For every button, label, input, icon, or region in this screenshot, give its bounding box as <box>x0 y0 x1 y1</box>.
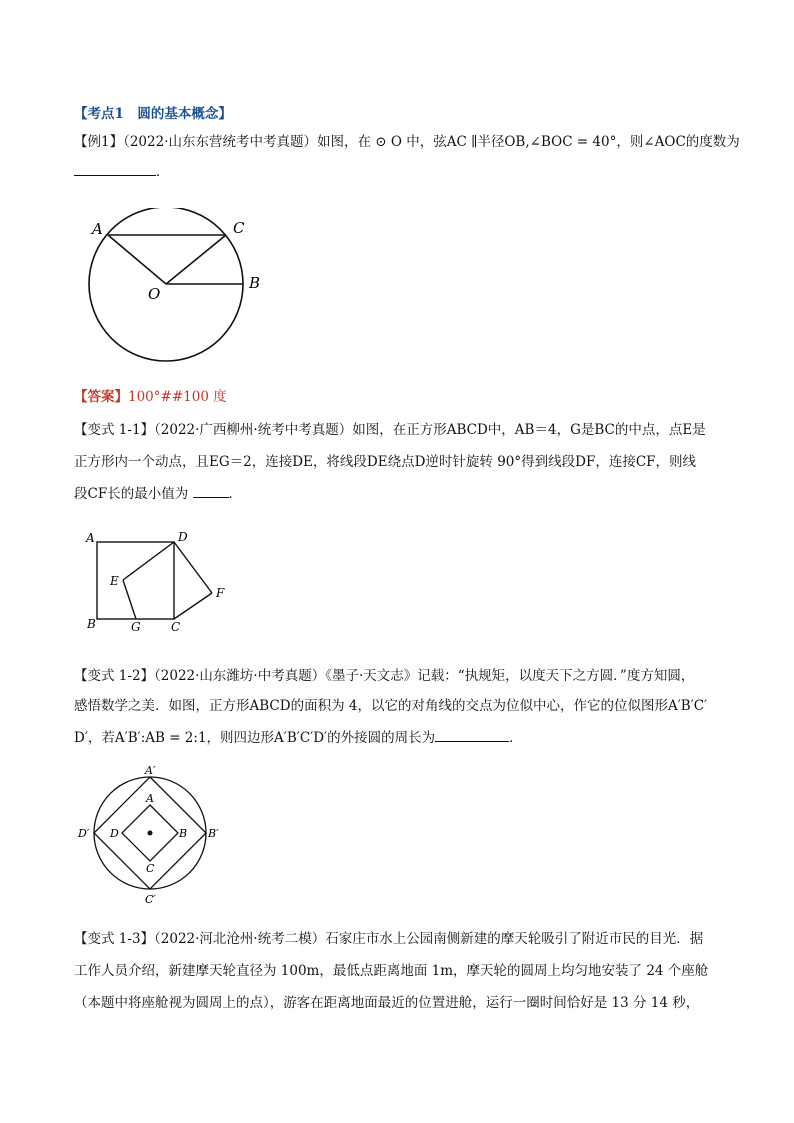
label-b: B <box>249 274 261 292</box>
variant1-tag: 【变式 1-1】 <box>74 422 155 438</box>
label-a: A <box>92 220 103 238</box>
variant1-blank <box>193 485 229 498</box>
segment-de <box>123 542 174 580</box>
label-c: C <box>146 862 155 875</box>
variant1-text3: 段CF长的最小值为 <box>74 486 189 502</box>
variant3-source: （2022·河北沧州·统考二模） <box>154 931 326 947</box>
variant2-source: （2022·山东潍坊·中考真题） <box>154 668 326 684</box>
example1-text: 如图，在 ⊙ O 中，弦AC ∥半径OB,∠BOC = 40°，则∠AOC的度数为 <box>317 134 740 150</box>
label-a: A <box>146 792 154 805</box>
example1-source: （2022·山东东营统考中考真题） <box>123 134 317 150</box>
variant2-text1: 《墨子·天文志》记载：“执规矩，以度天下之方圆．”度方知圆， <box>325 668 695 684</box>
variant2-line3 <box>74 729 523 747</box>
label-c: C <box>233 219 245 237</box>
label-c-prime: C′ <box>145 893 156 906</box>
variant1-source: （2022·广西柳州·统考中考真题） <box>154 422 353 438</box>
label-e: E <box>110 574 119 588</box>
example1-end: ． <box>156 164 170 180</box>
square-abcd <box>97 542 174 619</box>
answer-value: 100°##100 度 <box>128 389 227 405</box>
variant3-line3: （本题中将座舱视为圆周上的点），游客在距离地面最近的位置进舱，运行一圈时间恰好是 13 分 14 秒， <box>74 995 700 1011</box>
label-a-prime: A′ <box>145 764 156 777</box>
variant2-line2: 感悟数学之美．如图，正方形ABCD的面积为 4，以它的对角线的交点为位似中心，作它的位似图形A′B′C′ <box>74 698 708 714</box>
label-o: O <box>148 285 161 303</box>
variant2-tag: 【变式 1-2】 <box>74 668 155 684</box>
variant3-tag: 【变式 1-3】 <box>74 931 155 947</box>
label-d: D <box>110 827 119 840</box>
label-d-prime: D′ <box>78 827 90 840</box>
segment-fc <box>174 593 212 619</box>
variant1-square-figure <box>82 527 242 637</box>
label-g: G <box>131 620 141 634</box>
variant1-end: ． <box>228 486 242 502</box>
label-b: B <box>179 827 188 840</box>
example1-tag: 【例1】 <box>74 134 124 150</box>
answer-blank <box>74 163 156 176</box>
answer-tag: 【答案】 <box>74 389 128 405</box>
variant1-line2: 正方形内一个动点，且EG＝2，连接DE，将线段DE绕点D逆时针旋转 90°得到线段DF，连接CF，则线 <box>74 454 697 470</box>
variant3-line1 <box>74 930 703 948</box>
label-d: D <box>178 530 188 544</box>
section-title: 【考点1 圆的基本概念】 <box>74 106 232 122</box>
variant2-end: ． <box>509 730 523 746</box>
variant3-line2: 工作人员介绍，新建摩天轮直径为 100m，最低点距离地面 1m，摩天轮的圆周上均匀地安装了 24 个座舱 <box>74 963 709 979</box>
example1-answer-line <box>74 163 170 181</box>
variant2-blank <box>435 729 509 742</box>
example1-circle-figure <box>80 208 280 378</box>
variant2-line1 <box>74 667 694 685</box>
segment-df <box>174 542 212 593</box>
label-a: A <box>86 531 95 545</box>
variant1-text1: 如图，在正方形ABCD中，AB＝4，G是BC的中点，点E是 <box>352 422 706 438</box>
label-c: C <box>171 620 181 634</box>
label-f: F <box>216 586 225 600</box>
variant3-text1: 石家庄市水上公园南侧新建的摩天轮吸引了附近市民的目光．据 <box>325 931 704 947</box>
segment-ao <box>108 235 166 284</box>
answer-line <box>74 388 227 406</box>
variant2-circle-figure <box>76 762 226 910</box>
segment-eg <box>123 580 136 619</box>
label-b-prime: B′ <box>208 827 219 840</box>
segment-co <box>166 235 226 284</box>
variant1-line3 <box>74 485 242 503</box>
label-b: B <box>87 617 96 631</box>
variant2-text3: D′，若A′B′:AB = 2:1，则四边形A′B′C′D′的外接圆的周长为 <box>74 730 436 746</box>
example1-question <box>74 133 740 151</box>
variant1-line1 <box>74 421 706 439</box>
center-point <box>148 831 153 836</box>
